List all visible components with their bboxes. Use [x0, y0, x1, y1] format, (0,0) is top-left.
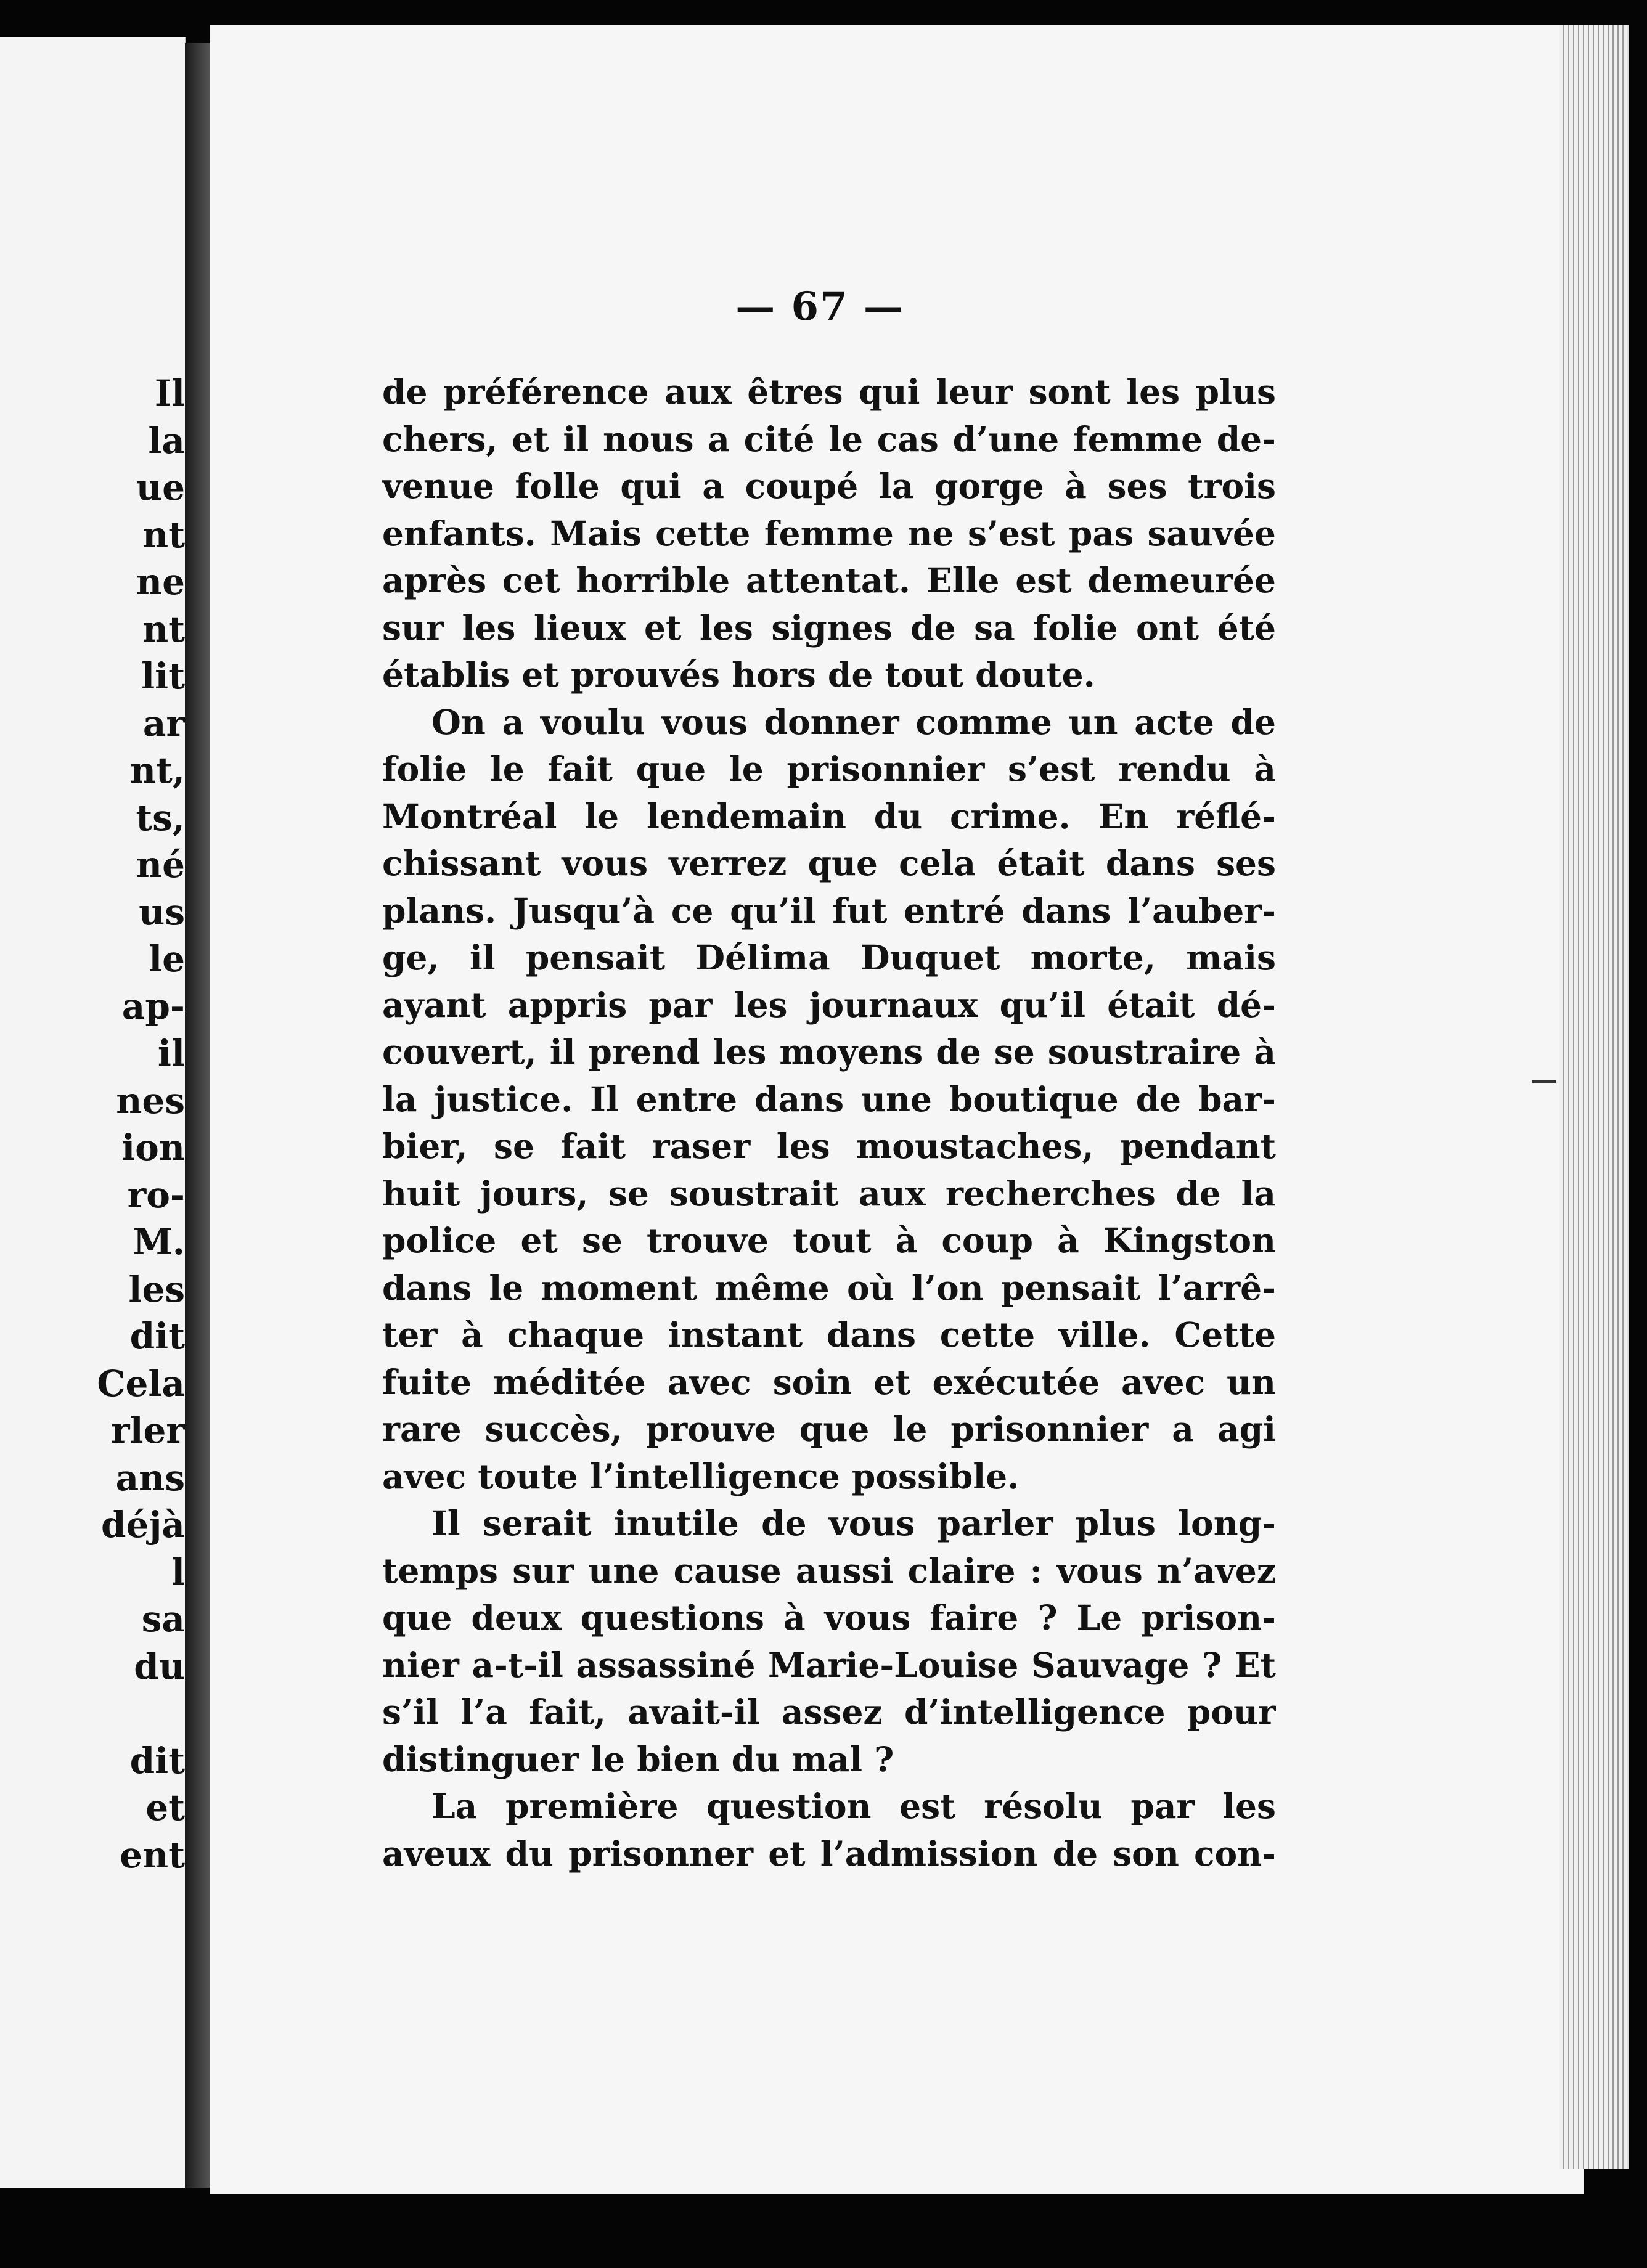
left-page-fragment: la: [148, 419, 185, 462]
left-page-fragment: dit: [129, 1315, 185, 1357]
text-line: s’il l’a fait, avait-il assez d’intelligence pour: [382, 1692, 1276, 1732]
left-page-fragment: lit: [141, 655, 185, 697]
text-line: que deux questions à vous faire ? Le prison-: [382, 1597, 1276, 1638]
text-line: folie le fait que le prisonnier s’est rendu à: [382, 749, 1276, 789]
text-line: ayant appris par les journaux qu’il était dé-: [382, 984, 1276, 1025]
left-page-fragment: né: [136, 844, 185, 886]
text-line: fuite méditée avec soin et exécutée avec un: [382, 1361, 1276, 1402]
left-page-fragment: M.: [133, 1221, 185, 1263]
text-line: aveux du prisonner et l’admission de son con-: [382, 1833, 1276, 1874]
page-stack-edges: [1559, 25, 1629, 2169]
left-page-fragment: ans: [115, 1456, 185, 1499]
text-line: Montréal le lendemain du crime. En réflé-: [382, 796, 1276, 836]
left-page-fragment: dit: [129, 1739, 185, 1782]
left-page-fragment: ent: [120, 1834, 185, 1876]
text-line: La première question est résolu par les: [431, 1786, 1276, 1826]
paragraph: [382, 1500, 1276, 1783]
paragraph: [382, 699, 1276, 1501]
left-page-fragment: le: [149, 938, 185, 980]
text-line: huit jours, se soustrait aux recherches de la: [382, 1173, 1276, 1214]
left-page-fragment: il: [157, 1032, 185, 1074]
text-line: ge, il pensait Délima Duquet morte, mais: [382, 937, 1276, 977]
page-number: — 67 —: [735, 284, 904, 330]
text-line: ter à chaque instant dans cette ville. Cette: [382, 1315, 1276, 1355]
text-line: dans le moment même où l’on pensait l’arrê-: [382, 1267, 1276, 1308]
text-line: Il serait inutile de vous parler plus long-: [431, 1503, 1276, 1543]
left-page-fragment: ue: [136, 467, 185, 508]
text-line: chers, et il nous a cité le cas d’une femme de-: [382, 418, 1276, 459]
left-facing-page: [0, 37, 186, 2188]
text-line: sur les lieux et les signes de sa folie ont été: [382, 607, 1276, 648]
left-page-fragment: ro-: [127, 1173, 185, 1216]
left-page-fragment: Cela: [97, 1362, 185, 1405]
paragraph: [382, 369, 1276, 699]
paragraph: [382, 1783, 1276, 1877]
text-line: distinguer le bien du mal ?: [382, 1739, 894, 1779]
left-page-fragment: du: [134, 1645, 185, 1687]
left-page-fragment: sa: [141, 1598, 185, 1640]
left-page-fragment: nes: [116, 1079, 185, 1122]
text-line: après cet horrible attentat. Elle est demeurée: [382, 560, 1276, 600]
left-page-fragment: [62, 1690, 185, 1737]
text-line: police et se trouve tout à coup à Kingston: [382, 1220, 1276, 1260]
left-page-fragment: ar: [142, 702, 185, 744]
left-page-fragment: Il: [154, 372, 185, 414]
text-line: la justice. Il entre dans une boutique de bar-: [382, 1079, 1276, 1119]
body-text: [382, 369, 1276, 1877]
text-line: temps sur une cause aussi claire : vous n’avez: [382, 1550, 1276, 1591]
left-page-fragment: et: [145, 1787, 185, 1829]
left-page-fragment: ne: [136, 561, 185, 603]
left-page-fragment: rler: [110, 1409, 185, 1451]
left-page-fragment: nt: [142, 608, 185, 650]
text-line: On a voulu vous donner comme un acte de: [431, 701, 1276, 742]
left-page-fragment: les: [128, 1268, 185, 1310]
text-line: de préférence aux êtres qui leur sont les plus: [382, 372, 1276, 412]
text-line: venue folle qui a coupé la gorge à ses trois: [382, 466, 1276, 506]
left-page-fragment: nt: [142, 513, 185, 556]
text-line: nier a-t-il assassiné Marie-Louise Sauvage ? Et: [382, 1644, 1276, 1685]
text-line: enfants. Mais cette femme ne s’est pas sauvée: [382, 513, 1276, 553]
page-edge-mark: [1532, 1080, 1556, 1083]
text-line: rare succès, prouve que le prisonnier a agi: [382, 1409, 1276, 1449]
left-page-fragment: l: [171, 1551, 185, 1593]
text-line: établis et prouvés hors de tout doute.: [382, 655, 1095, 695]
left-page-text-fragments: [62, 370, 185, 1878]
text-line: couvert, il prend les moyens de se soustraire à: [382, 1032, 1276, 1072]
left-page-fragment: ion: [121, 1127, 185, 1169]
left-page-fragment: nt,: [129, 749, 185, 791]
left-page-fragment: déjà: [100, 1504, 185, 1546]
text-line: bier, se fait raser les moustaches, pendant: [382, 1126, 1276, 1166]
text-line: plans. Jusqu’à ce qu’il fut entré dans l’auber-: [382, 890, 1276, 931]
left-page-fragment: us: [139, 891, 185, 933]
text-line: chissant vous verrez que cela était dans ses: [382, 843, 1276, 883]
left-page-fragment: ap-: [121, 985, 185, 1027]
left-page-fragment: ts,: [136, 796, 185, 839]
text-line: avec toute l’intelligence possible.: [382, 1456, 1020, 1496]
